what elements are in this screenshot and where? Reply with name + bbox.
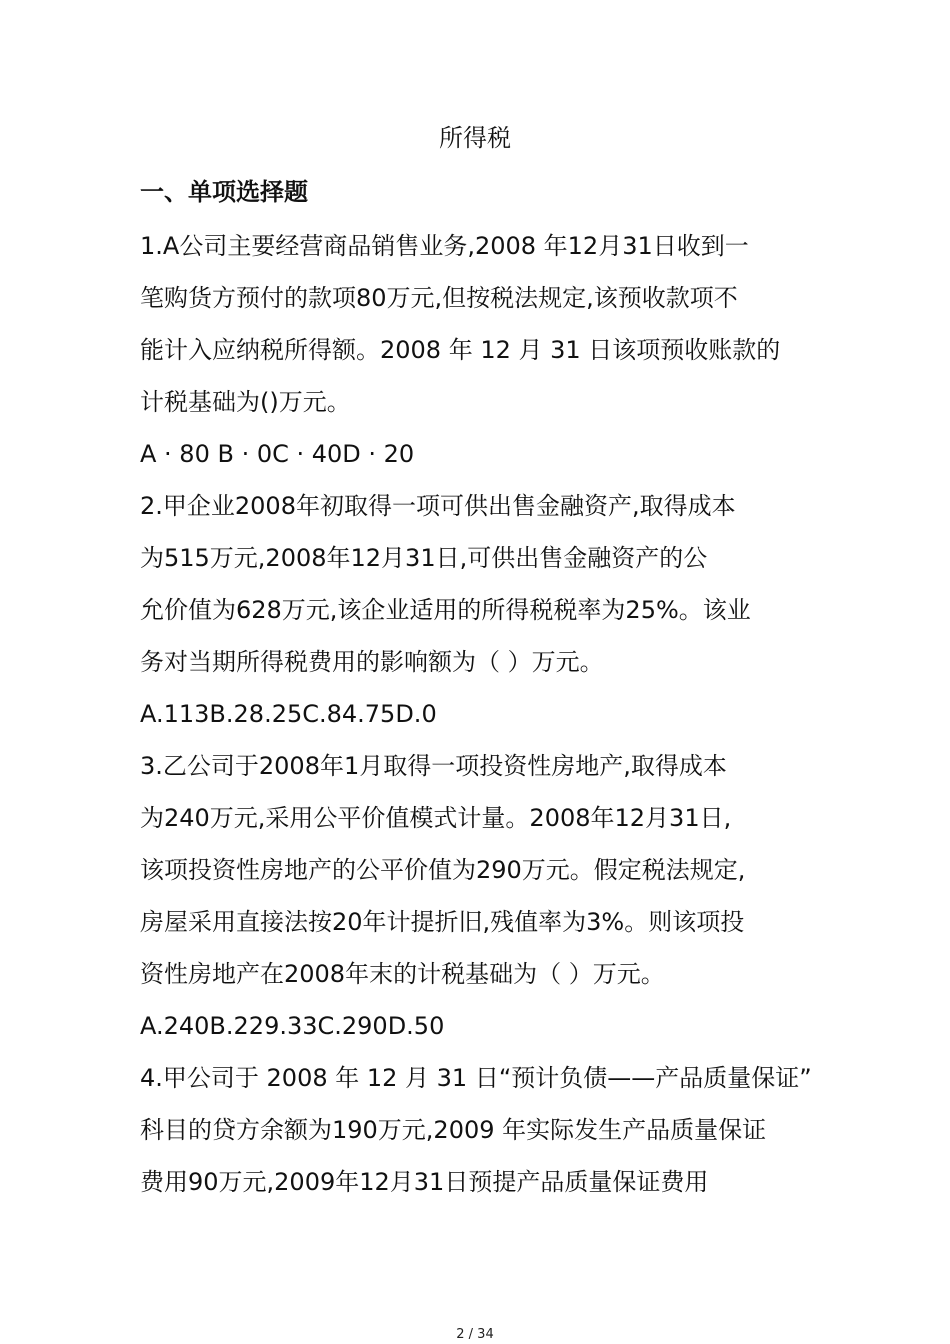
text-line: 房屋采用直接法按20年计提折旧,残值率为3%。则该项投 bbox=[140, 908, 745, 936]
text-line: 科目的贷方余额为190万元,2009 年实际发生产品质量保证 bbox=[140, 1116, 767, 1144]
text-line: 为515万元,2008年12月31日,可供出售金融资产的公 bbox=[140, 544, 708, 572]
section-heading: 一、单项选择题 bbox=[140, 178, 308, 206]
text-line: 计税基础为()万元。 bbox=[140, 388, 351, 416]
answer-options: A.240B.229.33C.290D.50 bbox=[140, 1012, 445, 1040]
text-line: 2.甲企业2008年初取得一项可供出售金融资产,取得成本 bbox=[140, 492, 736, 520]
text-line: 该项投资性房地产的公平价值为290万元。假定税法规定, bbox=[140, 856, 746, 884]
text-line: 4.甲公司于 2008 年 12 月 31 日“预计负债——产品质量保证” bbox=[140, 1064, 812, 1092]
text-line: 能计入应纳税所得额。2008 年 12 月 31 日该项预收账款的 bbox=[140, 336, 781, 364]
text-line: 费用90万元,2009年12月31日预提产品质量保证费用 bbox=[140, 1168, 709, 1196]
text-line: 允价值为628万元,该企业适用的所得税税率为25%。该业 bbox=[140, 596, 751, 624]
text-line: 务对当期所得税费用的影响额为（ ）万元。 bbox=[140, 648, 604, 676]
answer-options: A · 80 B · 0C · 40D · 20 bbox=[140, 440, 415, 468]
text-line: 1.A公司主要经营商品销售业务,2008 年12月31日收到一 bbox=[140, 232, 749, 260]
page-number: 2 / 34 bbox=[456, 1327, 494, 1342]
page-title: 所得税 bbox=[439, 124, 511, 152]
text-line: 为240万元,采用公平价值模式计量。2008年12月31日, bbox=[140, 804, 732, 832]
text-line: 3.乙公司于2008年1月取得一项投资性房地产,取得成本 bbox=[140, 752, 727, 780]
question-text bbox=[140, 226, 820, 1214]
answer-options: A.113B.28.25C.84.75D.0 bbox=[140, 700, 437, 728]
text-line: 笔购货方预付的款项80万元,但按税法规定,该预收款项不 bbox=[140, 284, 738, 312]
text-line: 资性房地产在2008年末的计税基础为（ ）万元。 bbox=[140, 960, 665, 988]
